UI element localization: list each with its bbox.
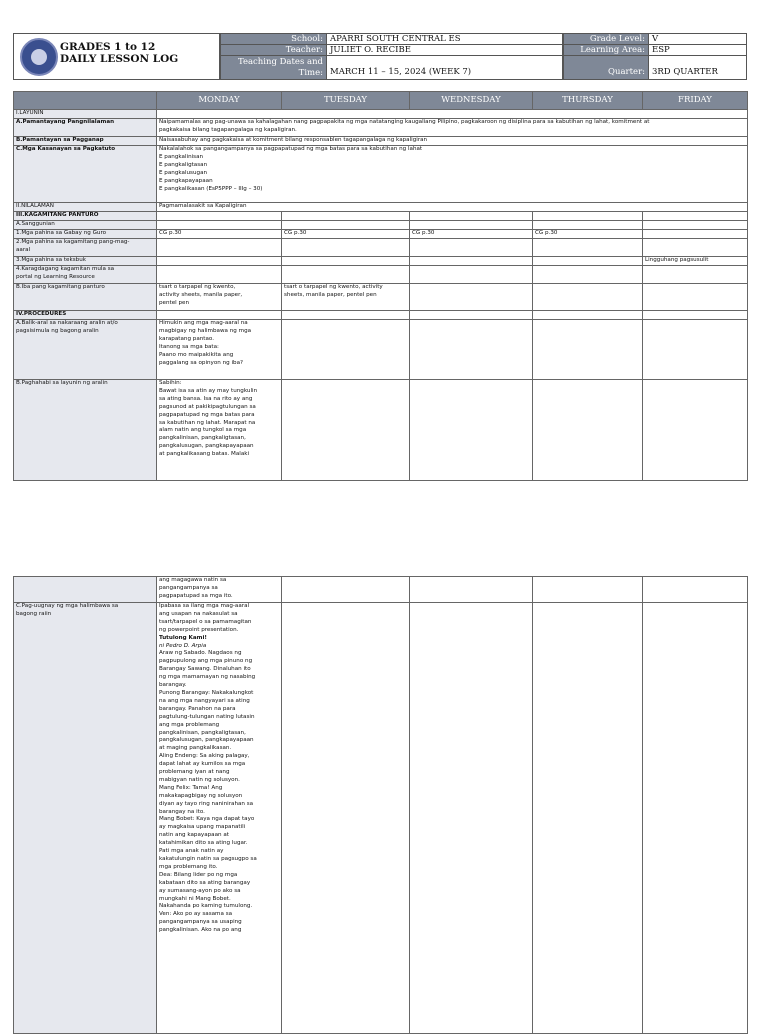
gabay-friday <box>643 230 748 239</box>
text-line: Bawat isa sa atin ay may tungkulin <box>159 387 258 394</box>
iba-tuesday <box>282 284 410 311</box>
title-line-2: DAILY LESSON LOG <box>60 53 179 65</box>
story-line: barangay na ito. <box>159 808 205 815</box>
lesson-table-page-2 <box>13 576 748 1034</box>
story-line: Punong Barangay: Nakakalungkot <box>159 689 254 696</box>
story-line: Nakahanda po kaming tumulong. <box>159 903 253 910</box>
story-line: makakapagbigay ng solusyon <box>159 792 243 799</box>
table-row <box>14 257 748 266</box>
day-header-tuesday: TUESDAY <box>282 92 410 110</box>
text-line: pagsunod at pakikipagtulungan sa <box>159 403 256 410</box>
story-line: kakatulungin natin sa pagsugpo sa <box>159 856 257 862</box>
day-header-thursday: THURSDAY <box>533 92 643 110</box>
dates-label-line-1: Teaching Dates and <box>237 57 323 67</box>
area-label: Learning Area: <box>563 45 649 56</box>
text-line: at pangkalikasang batas. Malaki <box>159 451 250 458</box>
text-line: ang magagawa natin sa <box>159 577 227 583</box>
table-row <box>14 110 748 119</box>
balik-label <box>14 320 157 380</box>
story-line: barangay. Panahon na para <box>159 705 236 712</box>
iba-monday <box>157 284 282 311</box>
table-row <box>14 577 748 603</box>
story-title: Tutulong Kami! <box>159 634 207 641</box>
story-line: diyan ay tayo ring naninirahan sa <box>159 800 254 807</box>
table-row <box>14 380 748 481</box>
story-line: pangkalinisan. Ako na po ang <box>159 927 242 934</box>
text-line: sa kabutihan ng lahat. Marapat na <box>159 419 256 426</box>
table-row <box>14 221 748 230</box>
text-line: tsart/tarpapel o sa pamamagitan <box>159 618 252 625</box>
story-line: katahimikan dito sa ating lugar. <box>159 840 248 847</box>
header-title <box>60 41 178 65</box>
day-header-wednesday: WEDNESDAY <box>410 92 533 110</box>
text-line: Itanong sa mga bata: <box>159 343 219 350</box>
text-line: Nakalalahok sa pangangampanya sa pagpapatupad ng mga batas para sa kabutihan ng lahat <box>159 146 423 152</box>
text-line: E pangkapayapaan <box>159 177 213 184</box>
kagamitan-label: III.KAGAMITANG PANTURO <box>14 212 157 221</box>
story-body <box>159 650 279 935</box>
text-line: sa ating bansa. Isa na rito ay ang <box>159 395 253 402</box>
text-line: pangangampanya sa <box>159 584 218 591</box>
gabay-thursday: CG p.30 <box>533 230 643 239</box>
text-line: Sabihin: <box>159 380 182 386</box>
dates-value: MARCH 11 – 15, 2024 (WEEK 7) <box>327 56 563 80</box>
day-header-blank <box>14 92 157 110</box>
balik-monday <box>157 320 282 380</box>
grade-value: V <box>649 33 747 45</box>
table-row <box>14 230 748 239</box>
story-line: ang mga problemang <box>159 721 220 728</box>
teksbuk-label: 3.Mga pahina sa teksbuk <box>14 257 157 266</box>
kasanayan-label: C.Mga Kasanayan sa Pagkatuto <box>14 146 157 203</box>
text-line: Ipabasa sa ilang mga mag-aaral <box>159 603 250 609</box>
text-line: pentel pen <box>159 299 190 306</box>
text-line: pagkakaisa bilang tagapangalaga ng kapaligiran. <box>159 126 297 133</box>
text-line: A.Balik-aral sa nakaraang aralin at/o <box>16 320 118 326</box>
gabay-tuesday: CG p.30 <box>282 230 410 239</box>
day-header-row <box>14 92 748 110</box>
story-line: natin ang kapayapaan at <box>159 832 229 839</box>
text-line: pagpapatupad sa mga ito. <box>159 592 233 599</box>
text-line: Himukin ang mga mag-aaral na <box>159 320 248 326</box>
story-line: Pati mga anak natin ay <box>159 848 224 855</box>
pamantayan-text <box>157 119 748 137</box>
story-line: Mang Bobet: Kaya nga dapat tayo <box>159 816 255 823</box>
text-line: C.Pag-uugnay ng mga halimbawa sa <box>16 603 119 609</box>
story-line: Dea: Bilang lider po ng mga <box>159 871 238 878</box>
iba-label: B.Iba pang kagamitang panturo <box>14 284 157 311</box>
table-row <box>14 203 748 212</box>
story-line: dapat lahat ay kumilos sa mga <box>159 761 246 768</box>
story-line: Araw ng Sabado. Nagdaos ng <box>159 650 242 657</box>
story-line: mga problemang ito. <box>159 863 218 870</box>
day-header-monday: MONDAY <box>157 92 282 110</box>
text-line: ang usapan na nakasulat sa <box>159 610 238 617</box>
text-line: 4.Karagdagang kagamitan mula sa <box>16 266 115 272</box>
mag-aaral-label <box>14 239 157 257</box>
story-line: pagpupulong ang mga pinuno ng <box>159 658 253 665</box>
grade-label: Grade Level: <box>563 33 649 45</box>
table-row <box>14 284 748 311</box>
story-author: ni Pedro D. Arpia <box>159 642 207 649</box>
story-line: Aling Endeng: Sa aking palagay, <box>159 753 250 760</box>
header-info-grid <box>220 33 747 80</box>
day-header-friday: FRIDAY <box>643 92 748 110</box>
karagdagang-label <box>14 266 157 284</box>
title-line-1: GRADES 1 to 12 <box>60 41 156 53</box>
story-line: pagtulung-tulungan nating lutasin <box>159 713 255 720</box>
paghahabi-label: B.Paghahabi sa layunin ng aralin <box>14 380 157 481</box>
lesson-log-header <box>13 33 747 80</box>
story-line: pangkalinisan, pangkaligtasan, <box>159 729 246 736</box>
nilalaman-label: II.NILALAMAN <box>14 203 157 212</box>
table-row <box>14 146 748 203</box>
procedures-label: IV.PROCEDURES <box>14 311 157 320</box>
layunin-label: I.LAYUNIN <box>14 110 157 119</box>
text-line: tsart o tarpapel ng kwento, activity <box>284 284 383 290</box>
area-value: ESP <box>649 45 747 56</box>
text-line: magbigay ng halimbawa ng mga <box>159 327 252 334</box>
sanggunian-label: A.Sanggunian <box>14 221 157 230</box>
gabay-wednesday: CG p.30 <box>410 230 533 239</box>
table-row <box>14 212 748 221</box>
paguugnay-label <box>14 603 157 1034</box>
paghahabi-monday <box>157 380 282 481</box>
text-line: pangkalusugan, pangkapayapaan <box>159 443 254 450</box>
story-line: problemang iyan at nang <box>159 769 230 776</box>
text-line: bagong raiin <box>16 610 52 617</box>
text-line: activity sheets, manila paper, <box>159 291 243 298</box>
story-line: ay sumasang-ayon po ako sa <box>159 887 241 894</box>
story-line: na ang mga nangyayari sa ating <box>159 697 250 704</box>
teacher-value: JULIET O. RECIBE <box>327 45 563 56</box>
school-value: APARRI SOUTH CENTRAL ES <box>327 33 563 45</box>
story-line: mabigyan natin ng solusyon. <box>159 776 240 783</box>
story-line: pangangampanya sa usaping <box>159 919 242 926</box>
text-line: tsart o tarpapel ng kwento, <box>159 284 236 290</box>
story-line: pangkalusugan, pangkapayapaan <box>159 737 254 744</box>
nilalaman-text: Pagmamalasakit sa Kapaligiran <box>157 203 748 212</box>
text-line: alam natin ang tungkol sa mga <box>159 427 247 434</box>
story-line: Barangay Sawang. Dinaluhan ito <box>159 666 251 673</box>
text-line: paggalang sa opinyon ng iba? <box>159 359 243 366</box>
teacher-label: Teacher: <box>220 45 327 56</box>
story-line: ay magkaisa upang mapanatili <box>159 824 246 831</box>
kasanayan-text <box>157 146 748 203</box>
text-line: pangkalinisan, pangkaligtasan, <box>159 435 246 442</box>
text-line: Naipamamalas ang pag-unawa sa kahalagahan nang pagpapakita ng mga natatanging kaugaliang Pilipino, pagkakaroon ng disiplina para sa kabutihan ng lahat, komitment at <box>159 119 650 125</box>
text-line: sheets, manila paper, pentel pen <box>284 291 377 298</box>
quarter-label: Quarter: <box>563 56 649 80</box>
gabay-monday: CG p.30 <box>157 230 282 239</box>
table-row <box>14 119 748 137</box>
quarter-value: 3RD QUARTER <box>649 56 747 80</box>
deped-seal-icon <box>20 38 58 76</box>
story-line: mungkahi ni Mang Bobet. <box>159 895 231 902</box>
title-box <box>13 33 220 80</box>
continued-monday <box>157 577 282 603</box>
text-line: karapatang pantao. <box>159 335 215 342</box>
story-line: barangay. <box>159 682 187 689</box>
pamantayan-label: A.Pamantayang Pangnilalaman <box>14 119 157 137</box>
dates-label-line-2: Time: <box>298 68 323 78</box>
table-row <box>14 320 748 380</box>
lesson-table-page-1 <box>13 91 748 481</box>
table-row <box>14 311 748 320</box>
text-line: Paano mo maipakikita ang <box>159 351 234 358</box>
table-row <box>14 266 748 284</box>
text-line: ng powerpoint presentation. <box>159 626 239 633</box>
paguugnay-monday <box>157 603 282 1034</box>
story-line: Mang Felix: Tama! Ang <box>159 784 223 791</box>
text-line: pagsisimula ng bagong aralin <box>16 327 99 334</box>
text-line: E pangkalinisan <box>159 153 204 160</box>
pagganap-label: B.Pamantayan sa Pagganap <box>14 137 157 146</box>
story-line: at maging pangkalikasan. <box>159 745 232 752</box>
school-label: School: <box>220 33 327 45</box>
text-line: portal ng Learning Resource <box>16 273 95 280</box>
text-line: aaral <box>16 246 31 253</box>
gabay-label: 1.Mga pahina sa Gabay ng Guro <box>14 230 157 239</box>
table-row <box>14 603 748 1034</box>
teksbuk-friday: Lingguhang pagsusulit <box>643 257 748 266</box>
dates-label <box>220 56 327 80</box>
story-line: ng mga mamamayan ng nasabing <box>159 674 256 681</box>
text-line: pagpapatupad ng mga batas para <box>159 411 255 418</box>
pagganap-text: Naisasabuhay ang pagkakaisa at komitment bilang responsablen tagapangalaga ng kapaligiran <box>157 137 748 146</box>
story-line: Ven: Ako po ay sasama sa <box>159 911 233 918</box>
table-row <box>14 239 748 257</box>
story-line: kabataan dito sa ating barangay <box>159 879 251 886</box>
text-line: E pangkalikasan (EsP5PPP – IIIg – 30) <box>159 185 263 192</box>
text-line: 2.Mga pahina sa kagamitang pang-mag- <box>16 239 130 245</box>
table-row <box>14 137 748 146</box>
text-line: E pangkalusugan <box>159 169 208 176</box>
text-line: E pangkaligtasan <box>159 161 208 168</box>
